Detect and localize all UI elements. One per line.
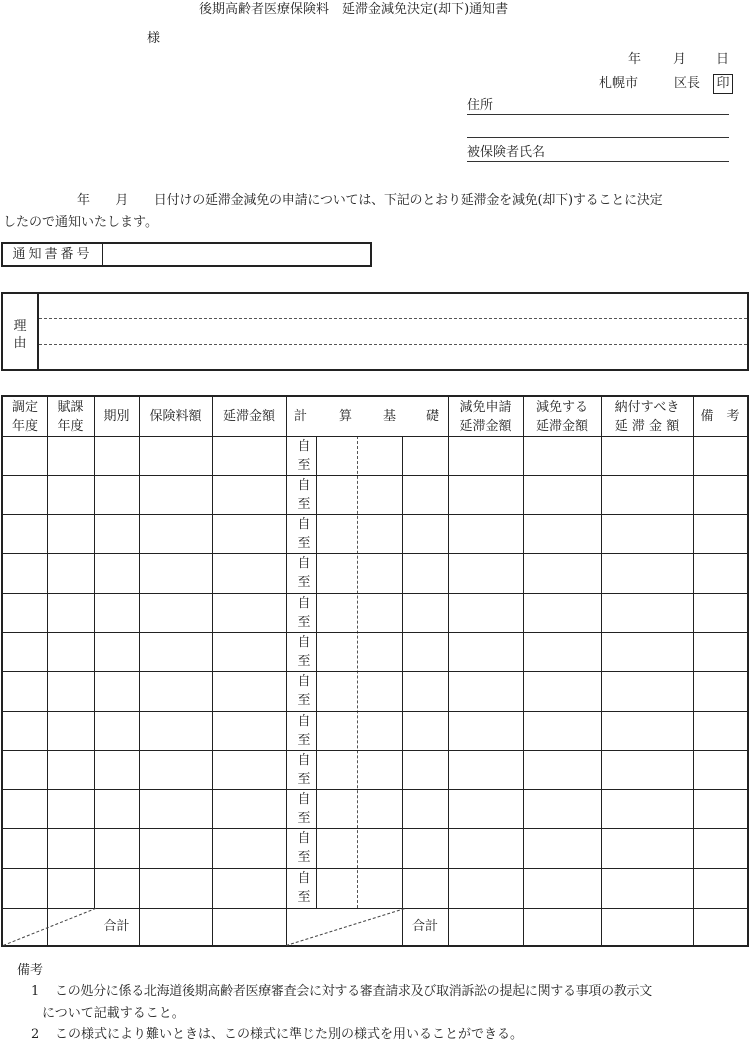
header-fuka-2: 年度 [57,419,84,434]
to-label: 至 [297,497,311,512]
header-genmen-1: 減免する [535,400,588,415]
header-keisan-4: 礎 [426,409,440,424]
from-label: 自 [297,635,311,650]
address-line-2 [467,137,729,138]
to-label: 至 [297,615,311,630]
date-month: 月 [673,52,687,67]
calc-line [402,436,403,908]
from-label: 自 [297,517,311,532]
to-label: 至 [297,536,311,551]
to-label: 至 [297,811,311,826]
row-line [3,475,747,476]
note-1-line-2: について記載すること。 [42,1006,185,1021]
header-chotei-1: 調定 [11,400,38,415]
row-line [3,632,747,633]
row-line [3,671,747,672]
address-line [467,114,729,115]
from-label: 自 [297,596,311,611]
calc-line [316,436,317,908]
to-label: 至 [297,890,311,905]
row-line [3,789,747,790]
col-line [94,397,95,908]
to-label: 至 [297,458,311,473]
header-noufu-1: 納付すべき [614,400,680,415]
row-line [3,750,747,751]
total-label-2: 合計 [411,919,438,934]
row-line [3,553,747,554]
header-genmen-2: 延滞金額 [535,419,588,434]
total-label-1: 合計 [103,919,130,934]
note-2-number: 2 [31,1027,40,1042]
from-label: 自 [297,674,311,689]
to-label: 至 [297,693,311,708]
from-label: 自 [297,439,311,454]
main-table [1,395,749,947]
header-bottom-line [3,436,747,437]
from-label: 自 [297,556,311,571]
notice-number-label: 通知書番号 [3,244,103,265]
addressee-suffix: 様 [147,31,161,46]
header-hokenryo: 保険料額 [149,409,202,424]
to-label: 至 [297,772,311,787]
address-label: 住所 [467,98,494,113]
reason-label: 理由 [13,319,27,351]
date-day: 日 [716,52,730,67]
notice-number-box [1,242,372,267]
header-chotei-2: 年度 [11,419,38,434]
total-diagonal-1 [3,908,96,946]
to-label: 至 [297,575,311,590]
row-line [3,828,747,829]
row-line [3,868,747,869]
header-keisan-3: 基 [383,409,397,424]
header-shinsei-2: 延滞金額 [459,419,512,434]
note-2-line-1: この様式により難いときは、この様式に準じた別の様式を用いることができる。 [55,1027,524,1042]
from-label: 自 [297,871,311,886]
date-year: 年 [628,52,642,67]
row-line [3,514,747,515]
to-label: 至 [297,850,311,865]
total-row-line [3,908,747,909]
note-1-line-1: この処分に係る北海道後期高齢者医療審査会に対する審査請求及び取消訴訟の提起に関する事項の教示文 [55,984,652,999]
from-label: 自 [297,831,311,846]
header-entai: 延滞金額 [222,409,275,424]
total-diagonal-2 [286,908,405,946]
from-label: 自 [297,478,311,493]
body-text-line2: したので通知いたします。 [3,215,158,230]
seal-box: 印 [713,74,733,94]
to-label: 至 [297,654,311,669]
body-text-line1: 年 月 日付けの延滞金減免の申請については、下記のとおり延滞金を減免(却下)することに決定 [77,193,663,208]
from-label: 自 [297,714,311,729]
row-line [3,593,747,594]
reason-line-1 [39,318,747,319]
reason-line-2 [39,344,747,345]
header-keisan-2: 算 [339,409,353,424]
from-label: 自 [297,753,311,768]
header-shinsei-1: 減免申請 [459,400,512,415]
calc-dash-line [357,436,358,908]
header-kibetsu: 期別 [103,409,130,424]
issuer-city: 札幌市 [599,76,639,91]
issuer-ward-head: 区長 [674,76,701,91]
insured-name-line [467,161,729,162]
from-label: 自 [297,792,311,807]
notes-heading: 備考 [17,963,44,978]
row-line [3,711,747,712]
header-noufu-2: 延 滞 金 額 [614,419,680,434]
reason-box [1,292,749,371]
note-1-number: 1 [31,984,40,999]
to-label: 至 [297,733,311,748]
header-keisan-1: 計 [294,409,308,424]
header-fuka-1: 賦課 [57,400,84,415]
document-title: 後期高齢者医療保険料 延滞金減免決定(却下)通知書 [199,2,509,17]
header-biko: 備 考 [700,409,740,424]
insured-name-label: 被保険者氏名 [467,145,546,160]
